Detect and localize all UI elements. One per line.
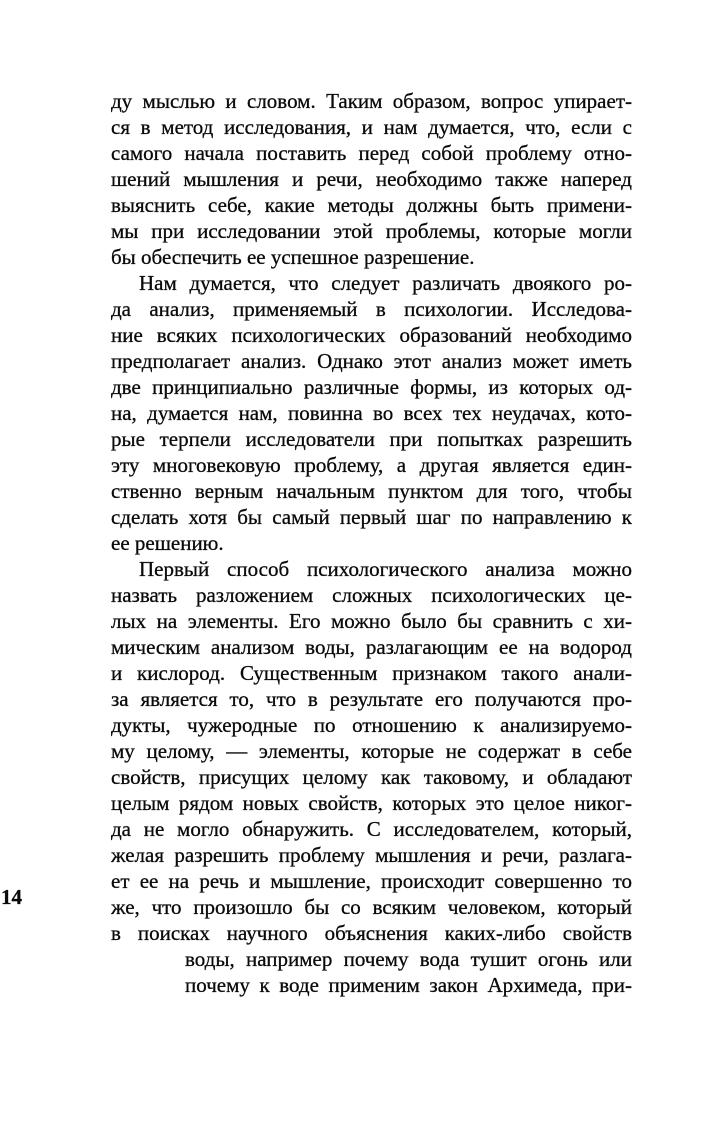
text-line: ся в метод исследования, и нам думается, что, если с: [111, 115, 632, 139]
text-line: две принципиально различные формы, из которых од-: [111, 375, 632, 399]
text-line: на, думается нам, повинна во всех тех неудачах, кото-: [111, 401, 632, 425]
text-line: воды, например почему вода тушит огонь или: [185, 947, 632, 971]
text-line: ее решению.: [111, 531, 224, 555]
text-line: Нам думается, что следует различать двоякого ро-: [139, 271, 632, 295]
text-line: дукты, чужеродные по отношению к анализируемо-: [111, 713, 632, 737]
text-line: целым рядом новых свойств, которых это целое никог-: [111, 791, 632, 815]
text-line: за является то, что в результате его получаются про-: [111, 687, 632, 711]
text-line: рые терпели исследователи при попытках разрешить: [111, 427, 632, 451]
text-line: же, что произошло бы со всяким человеком, который: [111, 895, 632, 919]
text-line: ду мыслью и словом. Таким образом, вопрос упирает-: [111, 89, 632, 113]
text-line: самого начала поставить перед собой проблему отно-: [111, 141, 632, 165]
text-line: шений мышления и речи, необходимо также наперед: [111, 167, 632, 191]
text-line: ние всяких психологических образований необходимо: [111, 323, 632, 347]
text-line: мическим анализом воды, разлагающим ее на водород: [111, 635, 632, 659]
text-line: бы обеспечить ее успешное разрешение.: [111, 245, 475, 269]
text-line: Первый способ психологического анализа можно: [139, 557, 632, 581]
text-line: эту многовековую проблему, а другая является един-: [111, 453, 632, 477]
text-line: выяснить себе, какие методы должны быть примени-: [111, 193, 632, 217]
text-line: предполагает анализ. Однако этот анализ может иметь: [111, 349, 632, 373]
text-line: лых на элементы. Его можно было бы сравнить с хи-: [111, 609, 632, 633]
text-line: да анализ, применяемый в психологии. Исследова-: [111, 297, 632, 321]
text-line: мы при исследовании этой проблемы, которые могли: [111, 219, 632, 243]
page-number: 14: [1, 885, 22, 909]
text-line: назвать разложением сложных психологических це-: [111, 583, 632, 607]
text-line: и кислород. Существенным признаком такого анали-: [111, 661, 632, 685]
text-line: да не могло обнаружить. С исследователем, который,: [111, 817, 632, 841]
text-line: почему к воде применим закон Архимеда, при-: [185, 973, 632, 997]
text-line: ственно верным начальным пунктом для того, чтобы: [111, 479, 632, 503]
text-line: желая разрешить проблему мышления и речи, разлага-: [111, 843, 632, 867]
text-line: свойств, присущих целому как таковому, и обладают: [111, 765, 632, 789]
text-line: ет ее на речь и мышление, происходит совершенно то: [111, 869, 632, 893]
text-line: сделать хотя бы самый первый шаг по направлению к: [111, 505, 632, 529]
text-column: [111, 88, 632, 998]
text-line: в поисках научного объяснения каких-либо свойств: [111, 921, 632, 945]
text-line: му целому, — элементы, которые не содержат в себе: [111, 739, 632, 763]
